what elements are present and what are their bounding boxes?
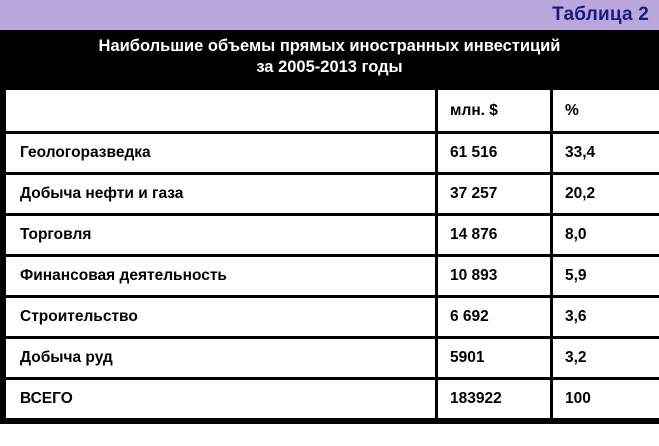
row-percent: 20,2	[552, 174, 659, 215]
column-header-category	[5, 89, 437, 133]
table-row	[5, 174, 659, 215]
row-percent: 33,4	[552, 133, 659, 174]
table-title	[0, 30, 659, 87]
row-label: Строительство	[5, 297, 437, 338]
row-amount: 14 876	[437, 215, 552, 256]
row-label: ВСЕГО	[5, 379, 437, 420]
column-header-percent: %	[552, 89, 659, 133]
table-row	[5, 297, 659, 338]
table-row	[5, 338, 659, 379]
row-percent: 8,0	[552, 215, 659, 256]
table-title-line-1: Наибольшие объемы прямых иностранных инвестиций	[98, 37, 561, 55]
table-number-label: Таблица 2	[552, 4, 649, 25]
row-amount: 6 692	[437, 297, 552, 338]
table-header-row	[5, 89, 659, 133]
table-row	[5, 133, 659, 174]
table-number-banner	[0, 0, 659, 30]
row-label: Финансовая деятельность	[5, 256, 437, 297]
table-title-line-2: за 2005-2013 годы	[256, 58, 403, 77]
row-percent: 100	[552, 379, 659, 420]
table-container	[0, 87, 659, 424]
table-row	[5, 215, 659, 256]
row-amount: 183922	[437, 379, 552, 420]
row-amount: 37 257	[437, 174, 552, 215]
investments-table	[3, 87, 659, 421]
row-percent: 3,6	[552, 297, 659, 338]
row-percent: 5,9	[552, 256, 659, 297]
row-label: Торговля	[5, 215, 437, 256]
row-amount: 61 516	[437, 133, 552, 174]
row-amount: 10 893	[437, 256, 552, 297]
row-amount: 5901	[437, 338, 552, 379]
row-label: Добыча руд	[5, 338, 437, 379]
column-header-amount: млн. $	[437, 89, 552, 133]
table-total-row	[5, 379, 659, 420]
row-percent: 3,2	[552, 338, 659, 379]
table-row	[5, 256, 659, 297]
row-label: Геологоразведка	[5, 133, 437, 174]
row-label: Добыча нефти и газа	[5, 174, 437, 215]
